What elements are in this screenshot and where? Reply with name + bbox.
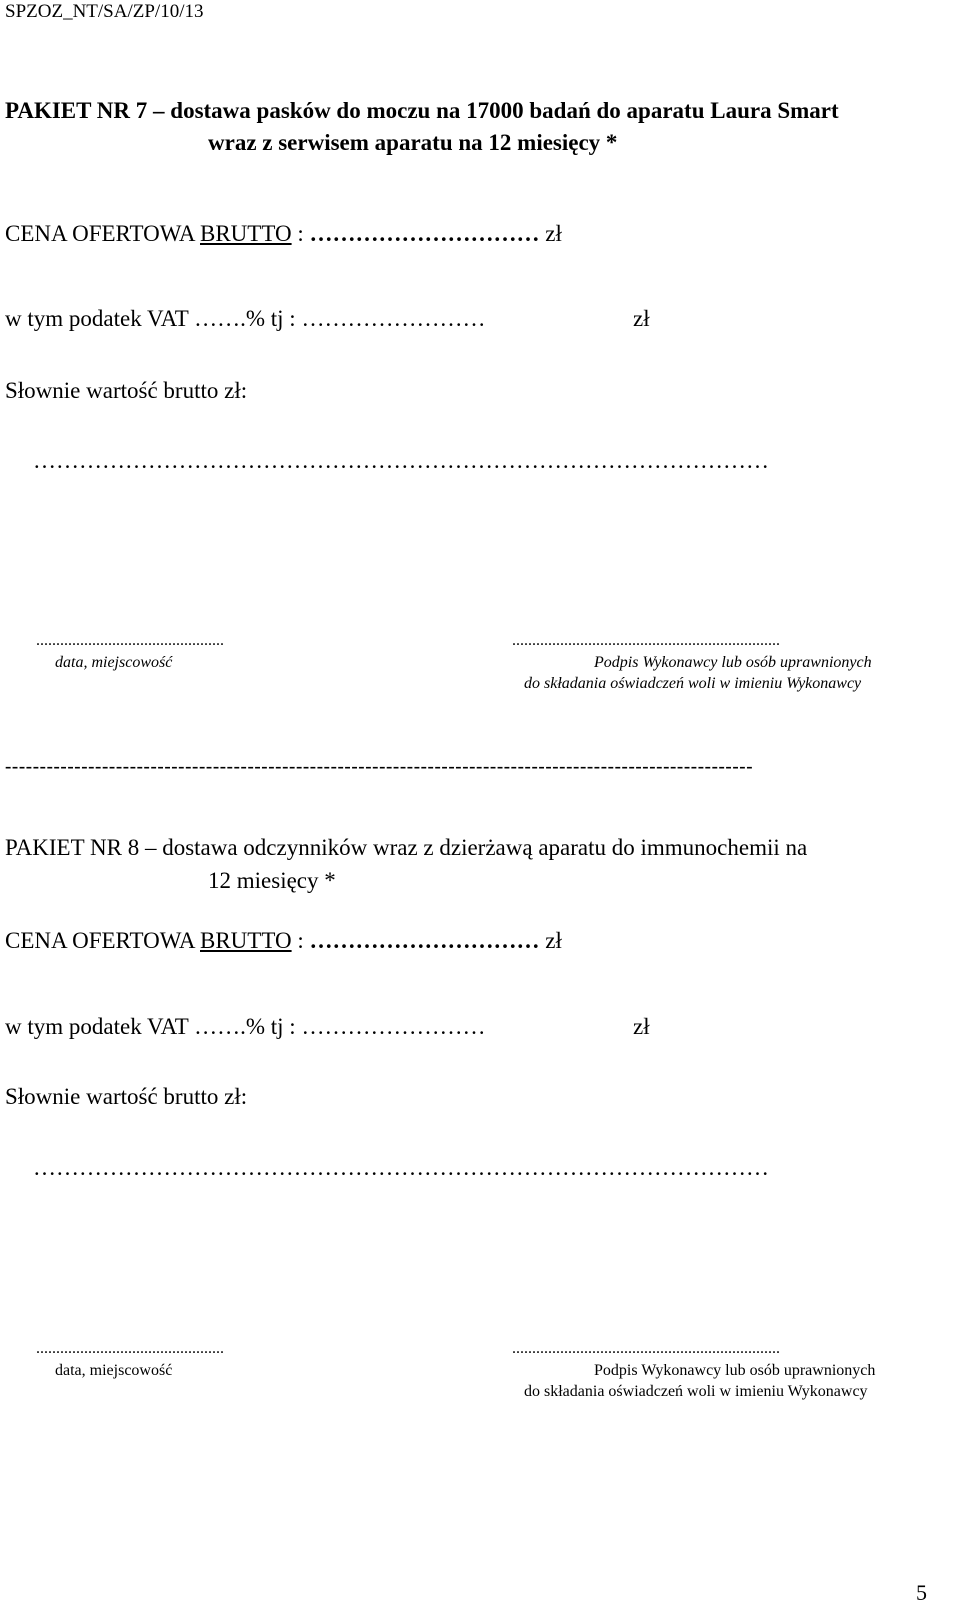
package-7-title-line2: wraz z serwisem aparatu na 12 miesięcy * [208,130,618,155]
package-8-price-line: CENA OFERTOWA BRUTTO : ………………………… zł [5,928,562,953]
package-7-words-label: Słownie wartość brutto zł: [5,378,248,403]
package-7-date-label: data, miejscowość [55,654,173,671]
package-8-words-label: Słownie wartość brutto zł: [5,1084,248,1109]
package-7-title-line1: PAKIET NR 7 – dostawa pasków do moczu na 17000 badań do aparatu Laura Smart [5,98,839,123]
package-7-signature-label1: Podpis Wykonawcy lub osób uprawnionych [594,654,872,671]
package-7-vat-currency: zł [633,306,650,331]
package-8-words-dots: …………………………………………………………………………………… [33,1155,769,1180]
package-8-date-dots: ............................................... [36,1340,224,1357]
package-8-vat-currency: zł [633,1014,650,1039]
package-8-title-line2: 12 miesięcy * [208,868,336,893]
package-8-signature-label2: do składania oświadczeń woli w imieniu Wykonawcy [524,1383,868,1400]
package-8-title-line1: PAKIET NR 8 – dostawa odczynników wraz z dzierżawą aparatu do immunochemii na [5,835,808,860]
package-7-vat-line: w tym podatek VAT …….% tj : …………………… [5,306,486,331]
separator-line: ------------------------------------------------------------------------------------------------------------ [5,756,754,777]
package-7-signature-label2: do składania oświadczeń woli w imieniu Wykonawcy [524,675,862,692]
page-number: 5 [916,1580,927,1605]
package-7-words-dots: …………………………………………………………………………………… [33,448,769,473]
package-7-signature-dots: ................................................................... [512,632,780,649]
document-reference: SPZOZ_NT/SA/ZP/10/13 [5,1,204,22]
package-8-signature-label1: Podpis Wykonawcy lub osób uprawnionych [594,1362,876,1379]
package-8-signature-dots: ................................................................... [512,1340,780,1357]
package-7-date-dots: ............................................... [36,632,224,649]
package-7-price-line: CENA OFERTOWA BRUTTO : ………………………… zł [5,221,562,246]
package-8-vat-line: w tym podatek VAT …….% tj : …………………… [5,1014,486,1039]
package-8-date-label: data, miejscowość [55,1362,173,1379]
